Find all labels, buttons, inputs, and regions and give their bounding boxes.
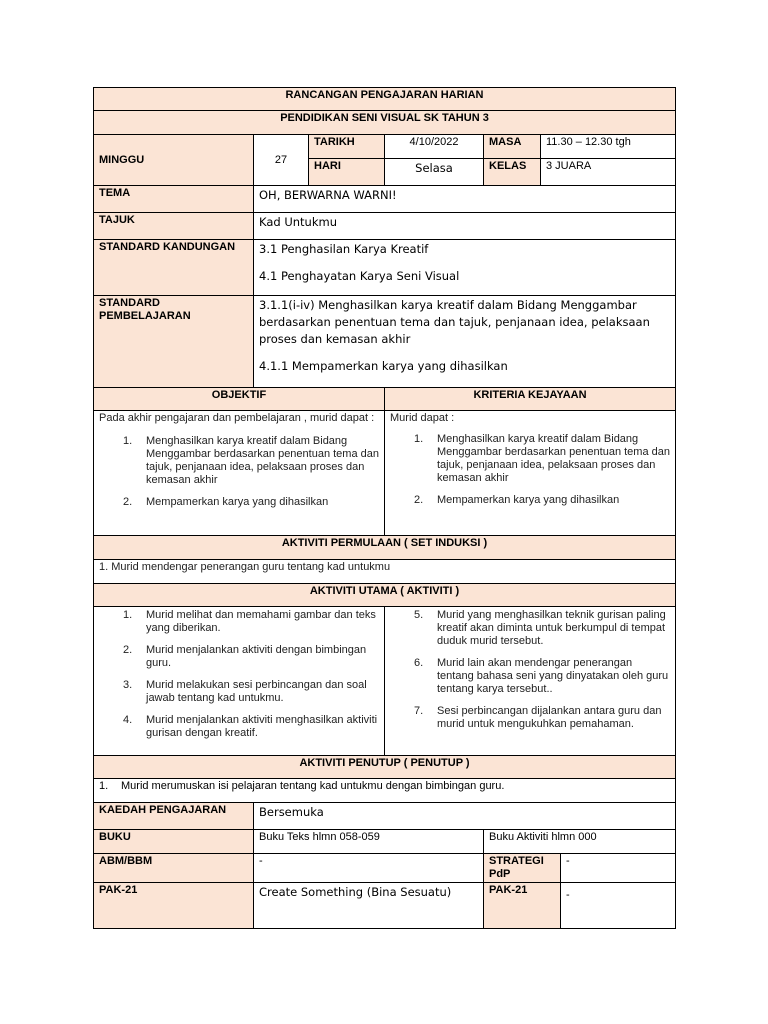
tarikh-value: 4/10/2022 — [385, 135, 484, 159]
standard-kandungan-value — [254, 240, 676, 296]
penutup-header: AKTIVITI PENUTUP ( PENUTUP ) — [94, 756, 676, 779]
list-item: 5. Murid yang menghasilkan teknik gurisan paling kreatif akan diminta untuk berkumpul di tempat duduk murid tersebut. — [414, 609, 666, 647]
hari-label: HARI — [309, 159, 385, 186]
minggu-value: 27 — [254, 135, 309, 186]
pak-value: Create Something (Bina Sesuatu) — [254, 883, 484, 929]
list-item: 3. Murid melakukan sesi perbincangan dan soal jawab tentang kad untukmu. — [123, 679, 367, 704]
kaedah-label: KAEDAH PENGAJARAN — [94, 803, 254, 830]
tajuk-label: TAJUK — [94, 213, 254, 240]
kriteria-header: KRITERIA KEJAYAAN — [385, 388, 676, 411]
list-item: 2. Murid menjalankan aktiviti dengan bimbingan guru. — [123, 644, 367, 669]
tema-label: TEMA — [94, 186, 254, 213]
pak-label: PAK-21 — [94, 883, 254, 929]
list-item: 2. Mempamerkan karya yang dihasilkan — [414, 494, 620, 506]
tajuk-value: Kad Untukmu — [254, 213, 676, 240]
hari-value: Selasa — [385, 159, 484, 186]
pak-value-2: - — [561, 883, 676, 929]
tema-value: OH, BERWARNA WARNI! — [254, 186, 676, 213]
list-item: 7. Sesi perbincangan dijalankan antara guru dan murid untuk mengukuhkan pemahaman. — [414, 705, 662, 730]
kelas-label: KELAS — [484, 159, 541, 186]
abm-label: ABM/BBM — [94, 854, 254, 883]
utama-right — [385, 607, 676, 756]
buku-aktiviti: Buku Aktiviti hlmn 000 — [484, 830, 676, 854]
list-item: 2. Mempamerkan karya yang dihasilkan — [123, 496, 329, 508]
objektif-intro: Pada akhir pengajaran dan pembelajaran , murid dapat : — [99, 412, 375, 424]
list-item: 1. Menghasilkan karya kreatif dalam Bidang Menggambar berdasarkan penentuan tema dan tajuk, penjanaan idea, pelaksaan proses dan kemasan akhir — [414, 433, 670, 484]
permulaan-header: AKTIVITI PERMULAAN ( SET INDUKSI ) — [94, 536, 676, 560]
utama-header: AKTIVITI UTAMA ( AKTIVITI ) — [94, 584, 676, 607]
sp-item: 3.1.1(i-iv) Menghasilkan karya kreatif dalam Bidang Menggambar berdasarkan penentuan tema dan tajuk, penjanaan idea, pelaksaan proses dan kemasan akhir — [259, 298, 650, 346]
masa-value: 11.30 – 12.30 tgh — [541, 135, 676, 159]
tarikh-label: TARIKH — [309, 135, 385, 159]
standard-pembelajaran-label: STANDARD PEMBELAJARAN — [94, 296, 254, 388]
strategi-label: STRATEGI PdP — [484, 854, 561, 883]
sk-item: 4.1 Penghayatan Karya Seni Visual — [259, 269, 460, 283]
list-item: 6. Murid lain akan mendengar penerangan tentang bahasa seni yang dinyatakan oleh guru tentang karya tersebut.. — [414, 657, 669, 695]
kriteria-intro: Murid dapat : — [390, 412, 455, 424]
kriteria-list — [390, 433, 670, 507]
pak-label-2: PAK-21 — [484, 883, 561, 929]
rph-table — [93, 87, 676, 929]
utama-right-list — [390, 609, 670, 731]
kriteria-content — [385, 411, 676, 536]
list-item: 1. Menghasilkan karya kreatif dalam Bidang Menggambar berdasarkan penentuan tema dan tajuk, penjanaan idea, pelaksaan proses dan kemasan akhir — [123, 435, 379, 486]
page-title: RANCANGAN PENGAJARAN HARIAN — [94, 88, 676, 111]
strategi-value: - — [561, 854, 676, 883]
objektif-header: OBJEKTIF — [94, 388, 385, 411]
utama-left-list — [99, 609, 379, 740]
utama-left — [94, 607, 385, 756]
buku-label: BUKU — [94, 830, 254, 854]
kelas-value: 3 JUARA — [541, 159, 676, 186]
objektif-list — [99, 435, 379, 509]
sk-item: 3.1 Penghasilan Karya Kreatif — [259, 242, 429, 256]
sp-item: 4.1.1 Mempamerkan karya yang dihasilkan — [259, 359, 508, 373]
minggu-label: MINGGU — [94, 135, 254, 186]
standard-kandungan-label: STANDARD KANDUNGAN — [94, 240, 254, 296]
page-subtitle: PENDIDIKAN SENI VISUAL SK TAHUN 3 — [94, 111, 676, 135]
list-item: 1. Murid melihat dan memahami gambar dan teks yang diberikan. — [123, 609, 376, 634]
standard-pembelajaran-value — [254, 296, 676, 388]
abm-value: - — [254, 854, 484, 883]
objektif-content — [94, 411, 385, 536]
penutup-text: 1. Murid merumuskan isi pelajaran tentang kad untukmu dengan bimbingan guru. — [94, 779, 676, 803]
buku-teks: Buku Teks hlmn 058-059 — [254, 830, 484, 854]
list-item: 4. Murid menjalankan aktiviti menghasilkan aktiviti gurisan dengan kreatif. — [123, 714, 378, 739]
permulaan-text: 1. Murid mendengar penerangan guru tentang kad untukmu — [94, 560, 676, 584]
kaedah-value: Bersemuka — [254, 803, 676, 830]
masa-label: MASA — [484, 135, 541, 159]
